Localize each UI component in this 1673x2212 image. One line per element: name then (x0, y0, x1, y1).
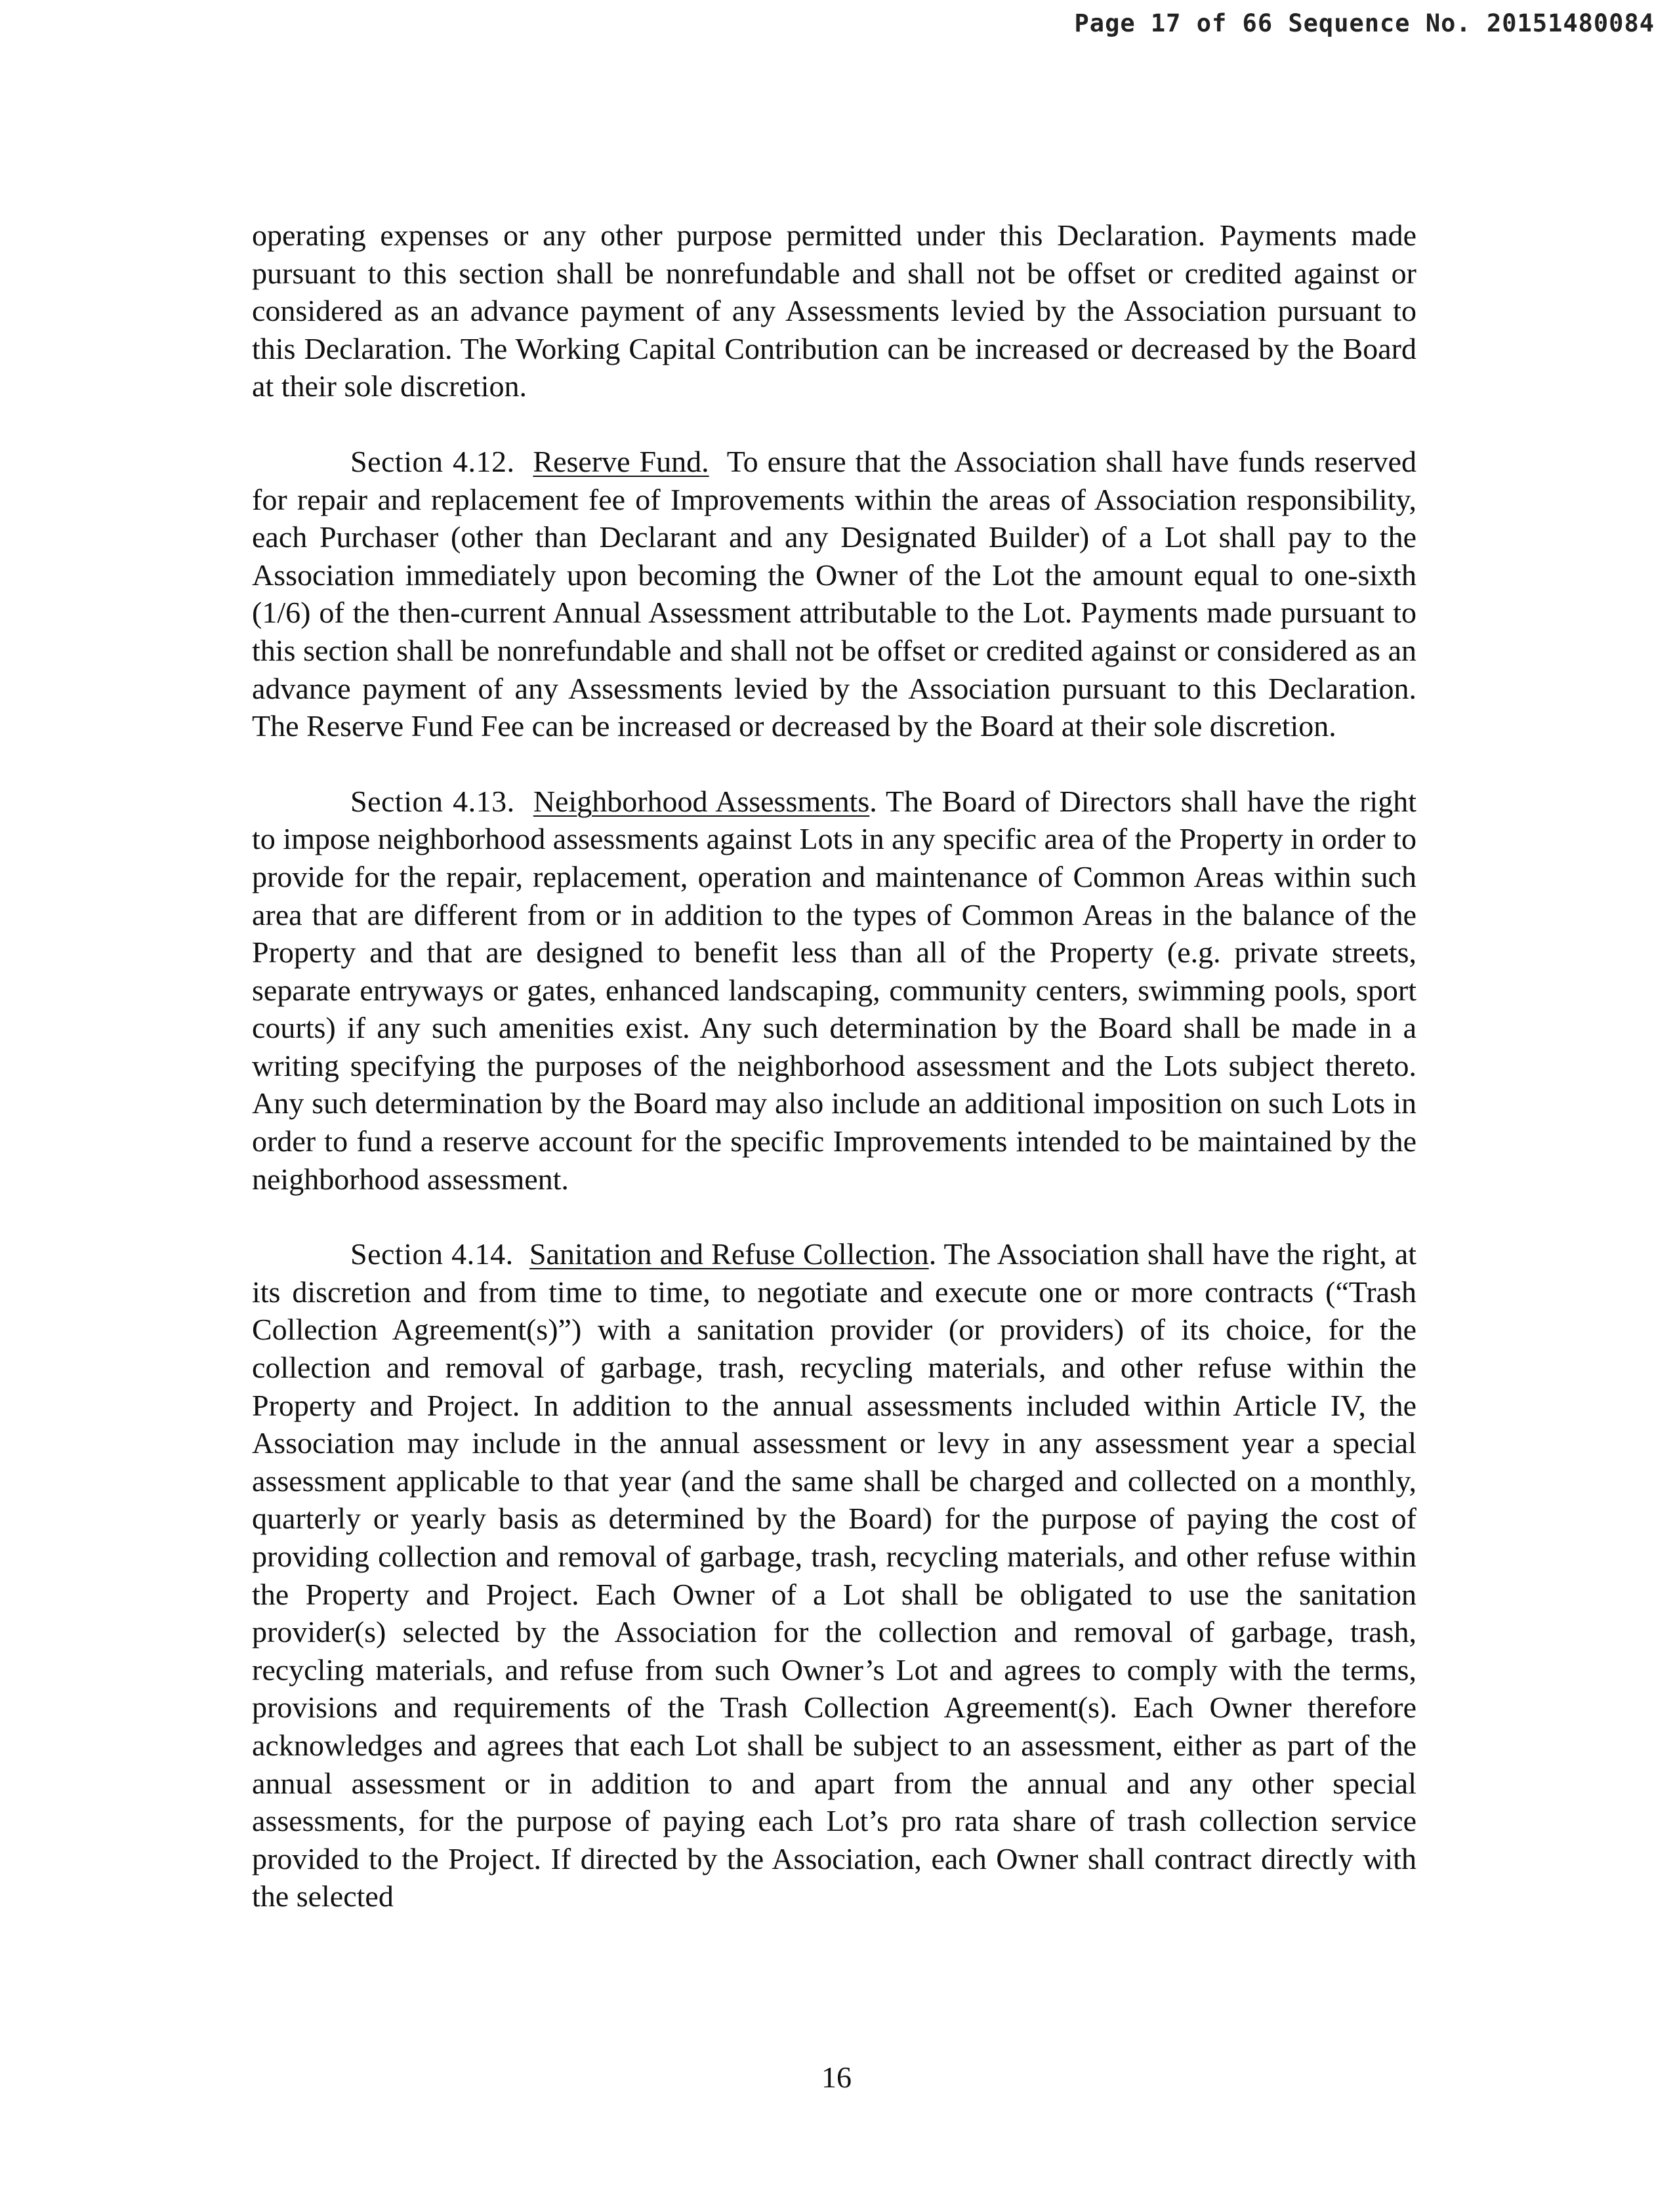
section-4-14 (252, 1235, 1416, 1915)
paragraph-continuation (252, 216, 1416, 405)
section-title: Neighborhood Assessments (533, 784, 870, 818)
section-number: Section 4.12. (350, 444, 515, 478)
document-body (252, 216, 1416, 1953)
section-number: Section 4.14. (350, 1237, 514, 1271)
section-body: To ensure that the Association shall have funds reserved for repair and replacement fee of Improvements within the areas of Association responsibility, each Purchaser (other than Declarant and any Designated Builder) of a Lot shall pay to the Association immediately upon becoming the Owner of the Lot the amount equal to one-sixth (1/6) of the then-current Annual Assessment attributable to the Lot. Payments made pursuant to this section shall be nonrefundable and shall not be offset or credited against or considered as an advance payment of any Assessments levied by the Association pursuant to this Declaration. The Reserve Fund Fee can be increased or decreased by the Board at their sole discretion. (252, 444, 1417, 743)
section-4-12 (252, 443, 1416, 745)
section-4-13 (252, 783, 1416, 1198)
section-number: Section 4.13. (350, 784, 515, 818)
page-sequence-stamp: Page 17 of 66 Sequence No. 20151480084 (1074, 9, 1655, 37)
page-number: 16 (821, 2060, 852, 2094)
paragraph-text: operating expenses or any other purpose permitted under this Declaration. Payments made pursuant to this section shall be nonrefundable and shall not be offset or credited against or considered as an advance payment of any Assessments levied by the Association pursuant to this Declaration. The Working Capital Contribution can be increased or decreased by the Board at their sole discretion. (252, 218, 1416, 403)
section-body: . The Board of Directors shall have the right to impose neighborhood assessments against Lots in any specific area of the Property in order to provide for the repair, replacement, operation and maintenance of Common Areas within such area that are different from or in addition to the types of Common Areas in the balance of the Property and that are designed to benefit less than all of the Property (e.g. private streets, separate entryways or gates, enhanced landscaping, community centers, swimming pools, sport courts) if any such amenities exist. Any such determination by the Board shall be made in a writing specifying the purposes of the neighborhood assessment and the Lots subject thereto. Any such determination by the Board may also include an additional imposition on such Lots in order to fund a reserve account for the specific Improvements intended to be maintained by the neighborhood assessment. (252, 784, 1416, 1196)
section-title: Sanitation and Refuse Collection (529, 1237, 929, 1271)
section-title: Reserve Fund. (533, 444, 709, 478)
section-body: . The Association shall have the right, at its discretion and from time to time, to negotiate and execute one or more contracts (“Trash Collection Agreement(s)”) with a sanitation provider (or providers) of its choice, for the collection and removal of garbage, trash, recycling materials, and other refuse within the Property and Project. In addition to the annual assessments included within Article IV, the Association may include in the annual assessment or levy in any assessment year a special assessment applicable to that year (and the same shall be charged and collected on a monthly, quarterly or yearly basis as determined by the Board) for the purpose of paying the cost of providing collection and removal of garbage, trash, recycling materials, and other refuse within the Property and Project. Each Owner of a Lot shall be obligated to use the sanitation provider(s) selected by the Association for the collection and removal of garbage, trash, recycling materials, and refuse from such Owner’s Lot and agrees to comply with the terms, provisions and requirements of the Trash Collection Agreement(s). Each Owner therefore acknowledges and agrees that each Lot shall be subject to an assessment, either as part of the annual assessment or in addition to and apart from the annual and any other special assessments, for the purpose of paying each Lot’s pro rata share of trash collection service provided to the Project. If directed by the Association, each Owner shall contract directly with the selected (252, 1237, 1417, 1914)
